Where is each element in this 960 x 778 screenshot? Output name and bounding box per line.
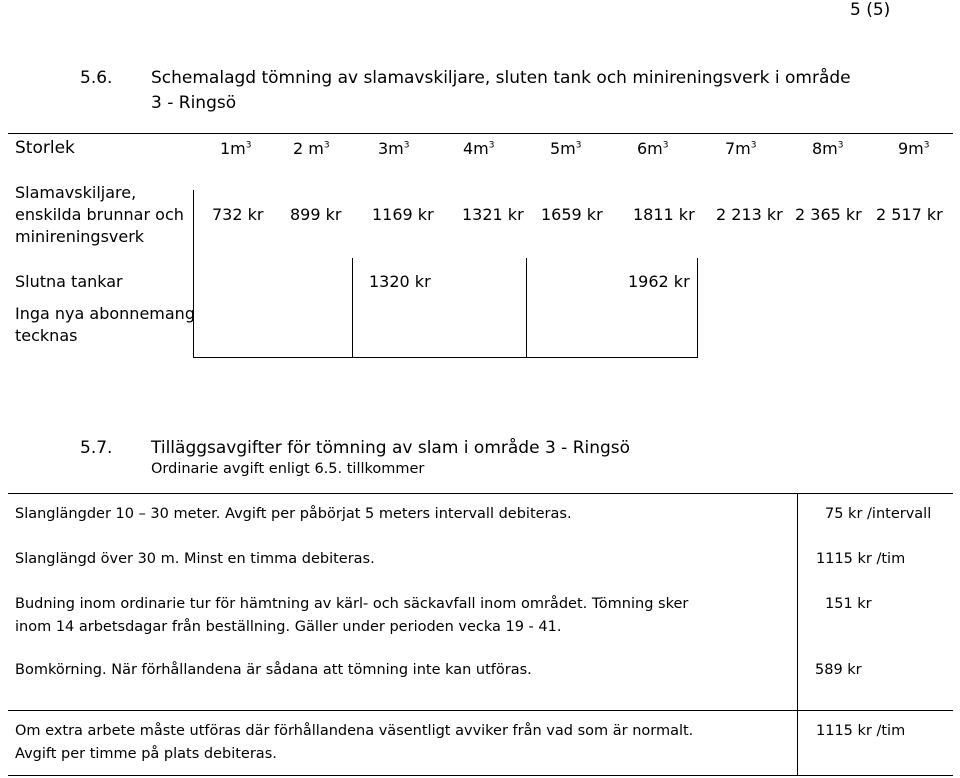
size-header-cell xyxy=(220,139,252,158)
table2-row2-price: 1115 kr /tim xyxy=(816,551,906,567)
row1-price-cell: 2 213 kr xyxy=(716,205,783,224)
size-exponent: 3 xyxy=(750,140,757,151)
table2-row2-desc: Slanglängd över 30 m. Minst en timma debiteras. xyxy=(15,551,375,567)
size-value: 6m xyxy=(637,139,663,158)
section-57-number: 5.7. xyxy=(80,438,113,458)
table2-top-border xyxy=(8,493,953,494)
row1-price-cell: 2 365 kr xyxy=(795,205,862,224)
table2-bottom-separator xyxy=(8,710,953,711)
section-57-title: Tilläggsavgifter för tömning av slam i område 3 - Ringsö xyxy=(151,438,631,458)
section-56-title-line2: 3 - Ringsö xyxy=(151,93,237,113)
table2-row5-desc-line2: Avgift per timme på plats debiteras. xyxy=(15,746,277,762)
table2-row3-desc-line2: inom 14 arbetsdagar från beställning. Gäller under perioden vecka 19 - 41. xyxy=(15,619,562,635)
table2-row3-desc-line1: Budning inom ordinarie tur för hämtning av kärl- och säckavfall inom området. Tömning sker xyxy=(15,596,689,612)
section-56-number: 5.6. xyxy=(80,68,113,88)
size-header-cell xyxy=(898,139,930,158)
row1-price-cell: 1169 kr xyxy=(372,205,434,224)
row2-note-line2: tecknas xyxy=(15,326,78,345)
table1-divider-a xyxy=(352,258,353,358)
page-number: 5 (5) xyxy=(850,0,891,20)
row1-price-cell: 1659 kr xyxy=(541,205,603,224)
table1-top-border xyxy=(8,133,953,134)
row1-label-line2: enskilda brunnar och xyxy=(15,205,184,224)
size-exponent: 3 xyxy=(575,140,582,151)
size-value: 3m xyxy=(378,139,404,158)
size-value: 4m xyxy=(463,139,489,158)
size-header-cell xyxy=(812,139,844,158)
table2-row4-desc: Bomkörning. När förhållandena är sådana att tömning inte kan utföras. xyxy=(15,662,532,678)
row2-label: Slutna tankar xyxy=(15,272,123,291)
size-exponent: 3 xyxy=(323,140,330,151)
row2-price-2: 1962 kr xyxy=(628,272,690,291)
size-header-cell xyxy=(725,139,757,158)
size-exponent: 3 xyxy=(488,140,495,151)
table2-column-divider xyxy=(797,493,798,776)
size-header-cell xyxy=(550,139,582,158)
size-value: 9m xyxy=(898,139,924,158)
table2-row1-price: 75 kr /intervall xyxy=(825,506,932,522)
table2-row4-price: 589 kr xyxy=(815,662,862,678)
size-value: 5m xyxy=(550,139,576,158)
table1-divider-b xyxy=(526,258,527,358)
size-exponent: 3 xyxy=(923,140,930,151)
table2-row1-desc: Slanglängder 10 – 30 meter. Avgift per påbörjat 5 meters intervall debiteras. xyxy=(15,506,572,522)
table1-left-divider xyxy=(193,190,194,358)
row1-price-cell: 2 517 kr xyxy=(876,205,943,224)
size-header-cell xyxy=(293,139,330,158)
size-exponent: 3 xyxy=(662,140,669,151)
section-56-title-line1: Schemalagd tömning av slamavskiljare, sluten tank och minireningsverk i område xyxy=(151,68,851,88)
row2-note-line1: Inga nya abonnemang xyxy=(15,304,195,323)
size-header-cell xyxy=(637,139,669,158)
table1-divider-c xyxy=(697,258,698,358)
size-value: 2 m xyxy=(293,139,324,158)
row2-price-1: 1320 kr xyxy=(369,272,431,291)
size-header-cell xyxy=(378,139,410,158)
table2-row3-price: 151 kr xyxy=(825,596,872,612)
size-exponent: 3 xyxy=(403,140,410,151)
size-exponent: 3 xyxy=(245,140,252,151)
row1-price-cell: 1321 kr xyxy=(462,205,524,224)
size-value: 7m xyxy=(725,139,751,158)
row1-price-cell: 732 kr xyxy=(212,205,264,224)
size-header-cell xyxy=(463,139,495,158)
row1-label-line3: minireningsverk xyxy=(15,227,145,246)
table2-row5-price: 1115 kr /tim xyxy=(816,723,906,739)
row1-price-cell: 899 kr xyxy=(290,205,342,224)
table1-bottom-border xyxy=(193,357,698,358)
row1-price-cell: 1811 kr xyxy=(633,205,695,224)
row1-label-line1: Slamavskiljare, xyxy=(15,183,137,202)
size-value: 1m xyxy=(220,139,246,158)
table2-bottom-border xyxy=(8,775,953,776)
table2-row5-desc-line1: Om extra arbete måste utföras där förhållandena väsentligt avviker från vad som är normalt. xyxy=(15,723,694,739)
section-57-subtitle: Ordinarie avgift enligt 6.5. tillkommer xyxy=(151,461,425,477)
table1-header-label: Storlek xyxy=(15,138,75,158)
size-value: 8m xyxy=(812,139,838,158)
size-exponent: 3 xyxy=(837,140,844,151)
